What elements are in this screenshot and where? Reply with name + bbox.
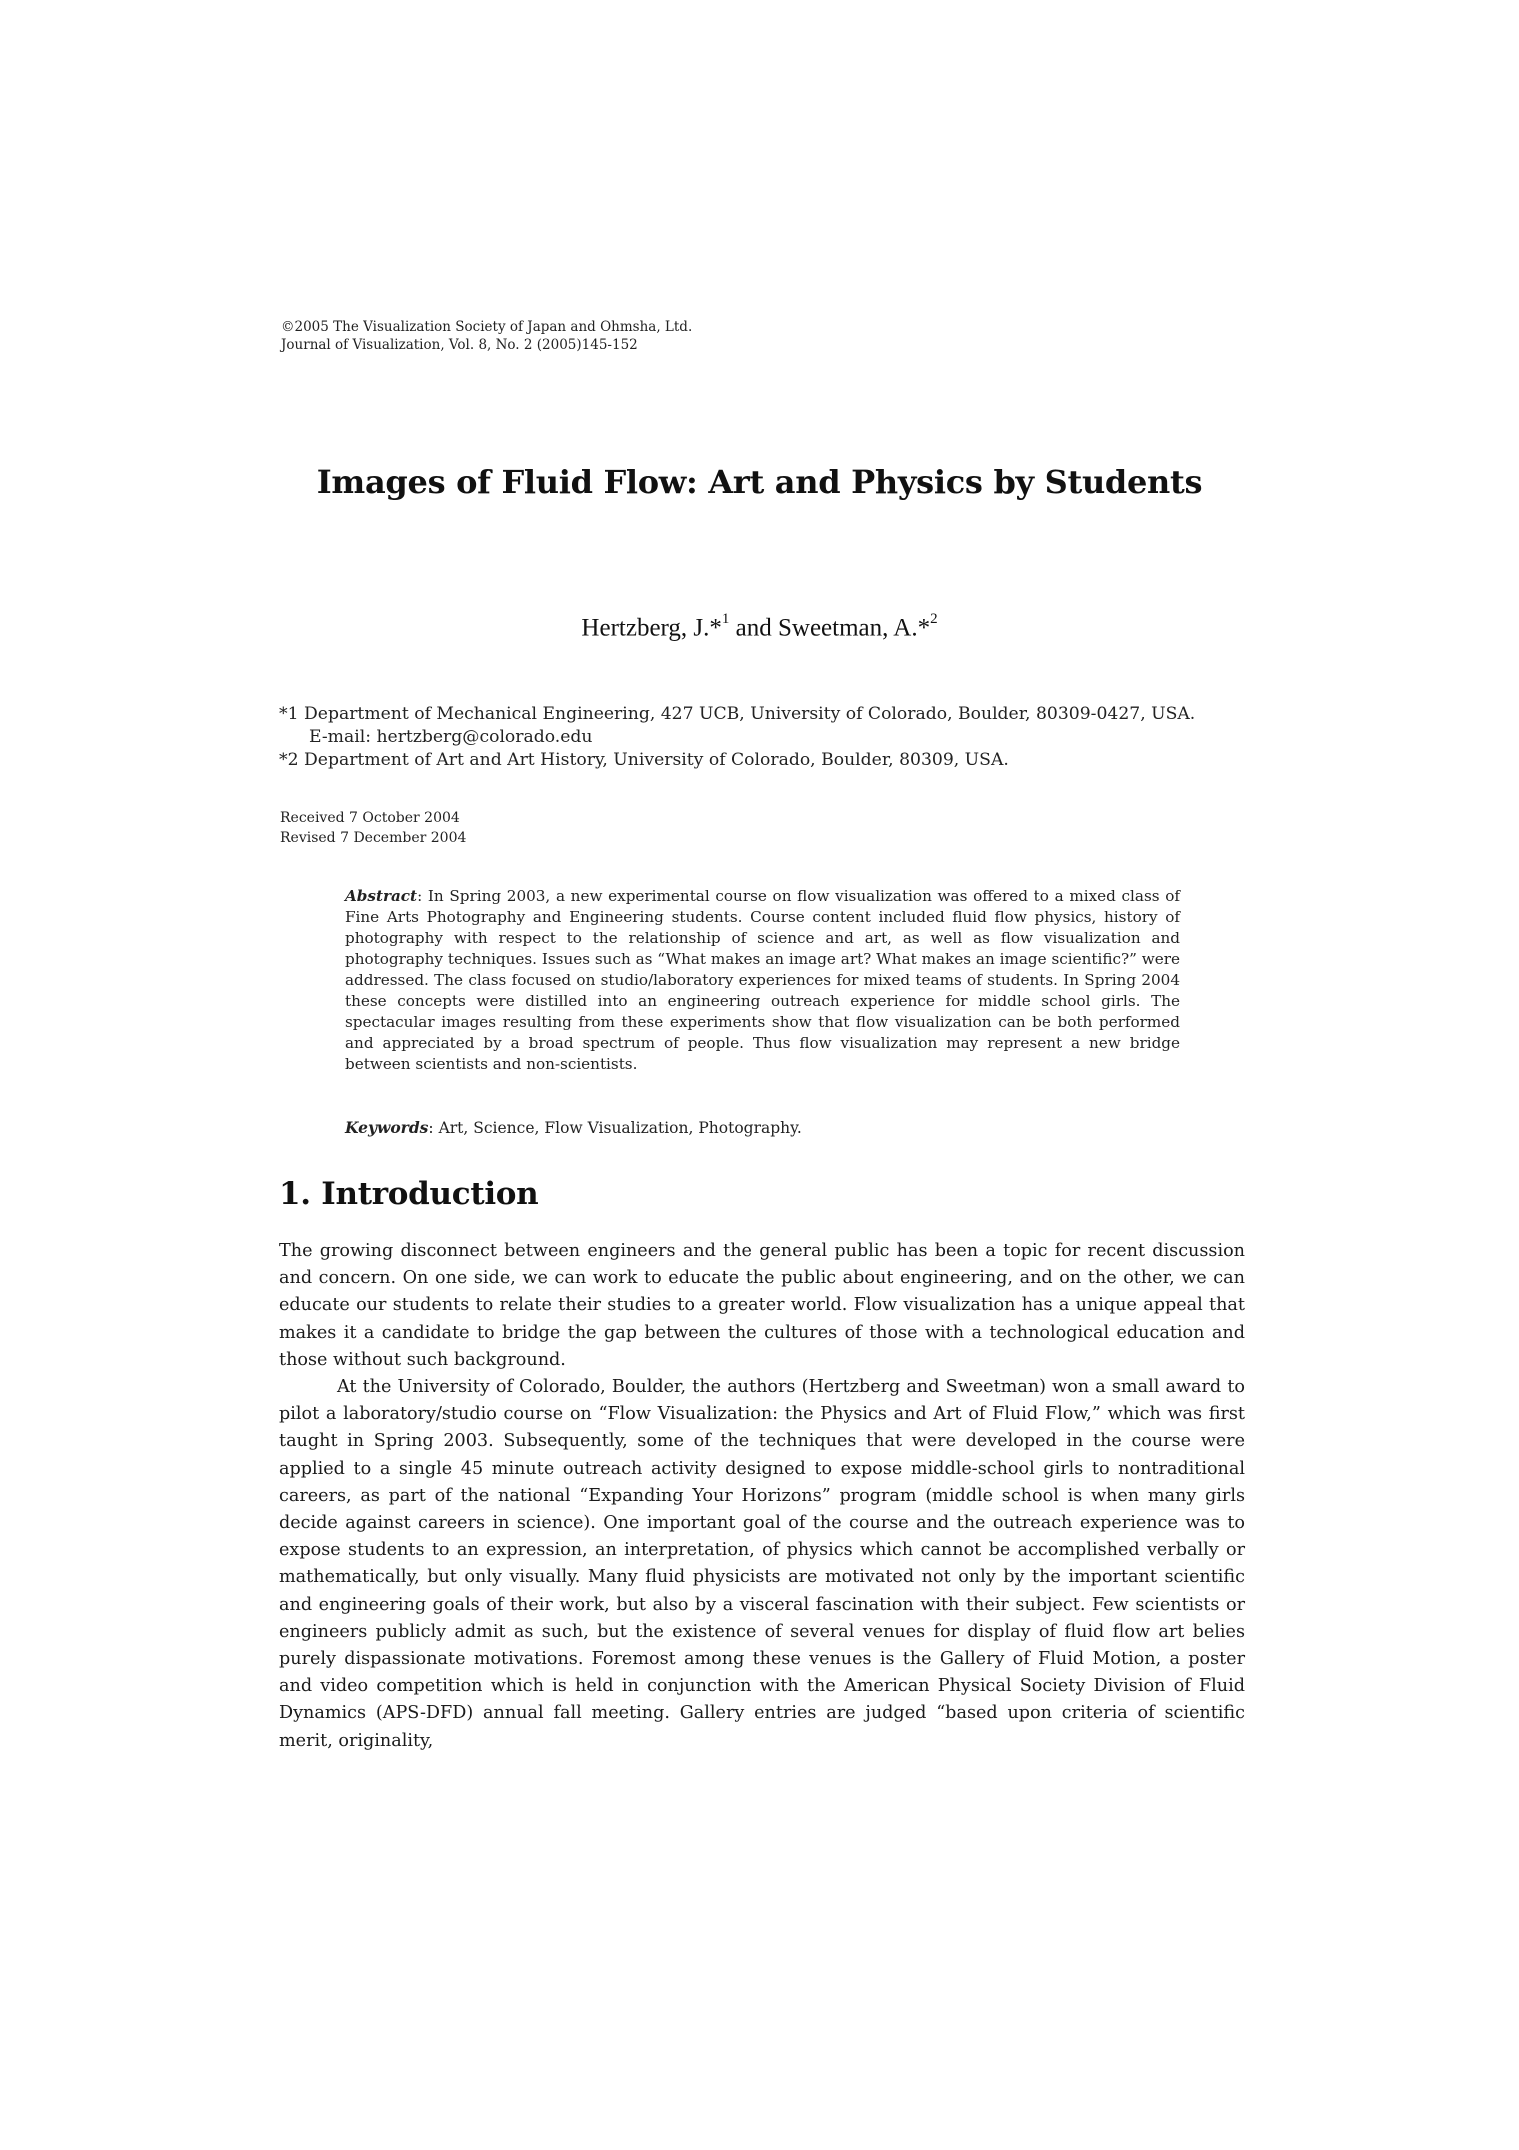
- section-body: [279, 1238, 1245, 1755]
- journal-citation: Journal of Visualization, Vol. 8, No. 2 (2005)145-152: [281, 337, 638, 353]
- paragraph: The growing disconnect between engineers and the general public has been a topic for recent discussion and concern. On one side, we can work to educate the public about engineering, and on the other, we can educate our students to relate their studies to a greater world. Flow visualization has a unique appeal that makes it a candidate to bridge the gap between the cultures of those with a technological education and those without such background.: [279, 1241, 1245, 1370]
- revised-date: Revised 7 December 2004: [280, 830, 467, 846]
- abstract-text: : In Spring 2003, a new experimental course on flow visualization was offered to a mixed class of Fine Arts Photography and Engineering students. Course content included fluid flow physics, history of photography with respect to the relationship of science and art, as well as flow visualization and photography techniques. Issues such as “What makes an image art? What makes an image scientific?” were addressed. The class focused on studio/laboratory experiences for mixed teams of students. In Spring 2004 these concepts were distilled into an engineering outreach experience for middle school girls. The spectacular images resulting from these experiments show that flow visualization can be both performed and appreciated by a broad spectrum of people. Thus flow visualization may represent a new bridge between scientists and non-scientists.: [345, 887, 1180, 1073]
- submission-dates: [280, 808, 466, 848]
- received-date: Received 7 October 2004: [280, 810, 460, 826]
- author-name: Hertzberg, J.*: [581, 614, 722, 642]
- abstract-label: Abstract: [345, 887, 418, 905]
- affiliation-mark: 2: [930, 611, 938, 627]
- keywords: [345, 1117, 802, 1139]
- paragraph: At the University of Colorado, Boulder, the authors (Hertzberg and Sweetman) won a small award to pilot a laboratory/studio course on “Flow Visualization: the Physics and Art of Fluid Flow,” which was first taught in Spring 2003. Subsequently, some of the techniques that were developed in the course were applied to a single 45 minute outreach activity designed to expose middle-school girls to nontraditional careers, as part of the national “Expanding Your Horizons” program (middle school is when many girls decide against careers in science). One important goal of the course and the outreach experience was to expose students to an expression, an interpretation, of physics which cannot be accomplished verbally or mathematically, but only visually. Many fluid physicists are motivated not only by the important scientific and engineering goals of their work, but also by a visceral fascination with their subject. Few scientists or engineers publicly admit as such, but the existence of several venues for display of fluid flow art belies purely dispassionate motivations. Foremost among these venues is the Gallery of Fluid Motion, a poster and video competition which is held in conjunction with the American Physical Society Division of Fluid Dynamics (APS-DFD) annual fall meeting. Gallery entries are judged “based upon criteria of scientific merit, originality,: [279, 1377, 1245, 1751]
- affiliation-mark: 1: [721, 611, 730, 627]
- affiliations: [279, 703, 1195, 772]
- email-address: E-mail: hertzberg@colorado.edu: [309, 727, 593, 747]
- keywords-text: : Art, Science, Flow Visualization, Photography.: [428, 1119, 802, 1137]
- copyright-line: ©2005 The Visualization Society of Japan and Ohmsha, Ltd.: [281, 319, 693, 335]
- author-conjunction: and: [729, 614, 778, 642]
- keywords-label: Keywords: [345, 1118, 429, 1137]
- affiliation-2: *2 Department of Art and Art History, University of Colorado, Boulder, 80309, USA.: [279, 750, 1009, 770]
- paper-title: Images of Fluid Flow: Art and Physics by Students: [316, 463, 1203, 501]
- author-line: [0, 611, 1519, 642]
- author-name: Sweetman, A.*: [778, 614, 931, 642]
- affiliation-1: *1 Department of Mechanical Engineering, 427 UCB, University of Colorado, Boulder, 80309-0427, USA.: [279, 704, 1196, 724]
- journal-header: [281, 318, 692, 354]
- section-heading: 1. Introduction: [279, 1176, 539, 1212]
- abstract: [345, 886, 1180, 1075]
